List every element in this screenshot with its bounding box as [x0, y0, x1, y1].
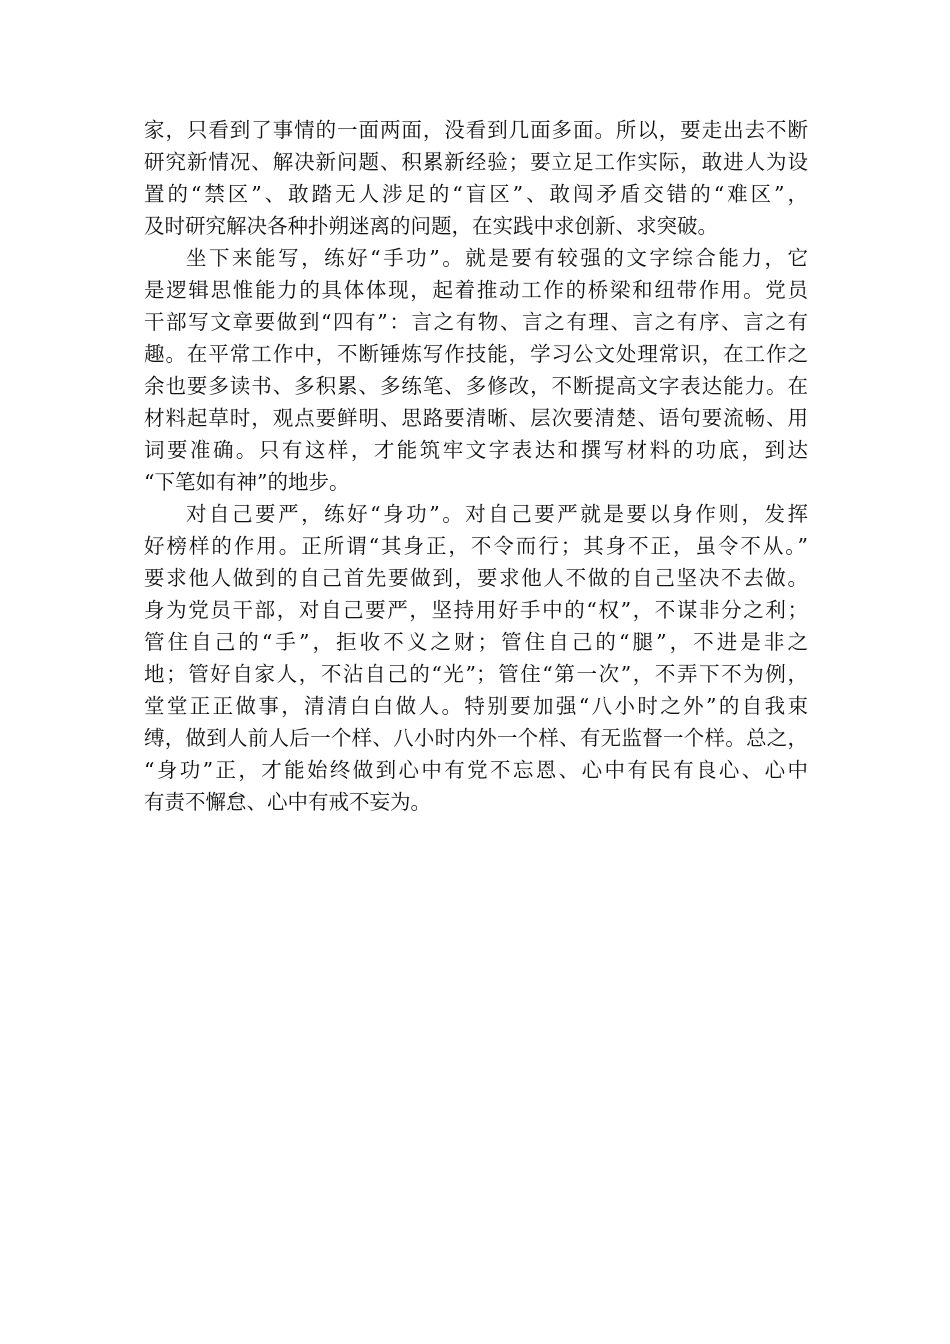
paragraph-3 — [144, 498, 808, 818]
text-line: 缚，做到人前人后一个样、八小时内外一个样、有无监督一个样。总之， — [144, 726, 808, 750]
text-line: 研究新情况、解决新问题、积累新经验；要立足工作实际，敢进人为设 — [144, 150, 808, 174]
text-line: 趣。在平常工作中，不断锤炼写作技能，学习公文处理常识，在工作之 — [144, 342, 808, 366]
text-line: 地；管好自家人，不沾自己的“光”；管住“第一次”，不弄下不为例， — [144, 662, 808, 686]
text-line: 身为党员干部，对自己要严，坚持用好手中的“权”，不谋非分之利； — [144, 598, 808, 622]
text-line: 好榜样的作用。正所谓“其身正，不令而行；其身不正，虽令不从。” — [144, 534, 808, 558]
paragraph-2 — [144, 242, 808, 498]
text-line: 对自己要严，练好“身功”。对自己要严就是要以身作则，发挥 — [186, 502, 808, 526]
text-line: 及时研究解决各种扑朔迷离的问题，在实践中求创新、求突破。 — [144, 214, 718, 238]
text-line: 余也要多读书、多积累、多练笔、多修改，不断提高文字表达能力。在 — [144, 374, 808, 398]
text-line: 坐下来能写，练好“手功”。就是要有较强的文字综合能力，它 — [186, 246, 808, 270]
text-line: 堂堂正正做事，清清白白做人。特别要加强“八小时之外”的自我束 — [144, 694, 808, 718]
text-line: 置的“禁区”、敢踏无人涉足的“盲区”、敢闯矛盾交错的“难区”， — [144, 182, 808, 206]
text-line: 词要准确。只有这样，才能筑牢文字表达和撰写材料的功底，到达 — [144, 438, 808, 462]
text-line: 材料起草时，观点要鲜明、思路要清晰、层次要清楚、语句要流畅、用 — [144, 406, 808, 430]
text-line: 有责不懈怠、心中有戒不妄为。 — [144, 790, 431, 814]
paragraph-1 — [144, 114, 808, 242]
text-line: 家，只看到了事情的一面两面，没看到几面多面。所以，要走出去不断 — [144, 118, 808, 142]
text-line: 干部写文章要做到“四有”：言之有物、言之有理、言之有序、言之有 — [144, 310, 808, 334]
text-line: “身功”正，才能始终做到心中有党不忘恩、心中有民有良心、心中 — [144, 758, 808, 782]
text-line: 要求他人做到的自己首先要做到，要求他人不做的自己坚决不去做。 — [144, 566, 808, 590]
text-line: “下笔如有神”的地步。 — [144, 470, 350, 494]
text-line: 是逻辑思惟能力的具体体现，起着推动工作的桥梁和纽带作用。党员 — [144, 278, 808, 302]
text-line: 管住自己的“手”，拒收不义之财；管住自己的“腿”，不进是非之 — [144, 630, 808, 654]
document-body — [144, 114, 808, 818]
